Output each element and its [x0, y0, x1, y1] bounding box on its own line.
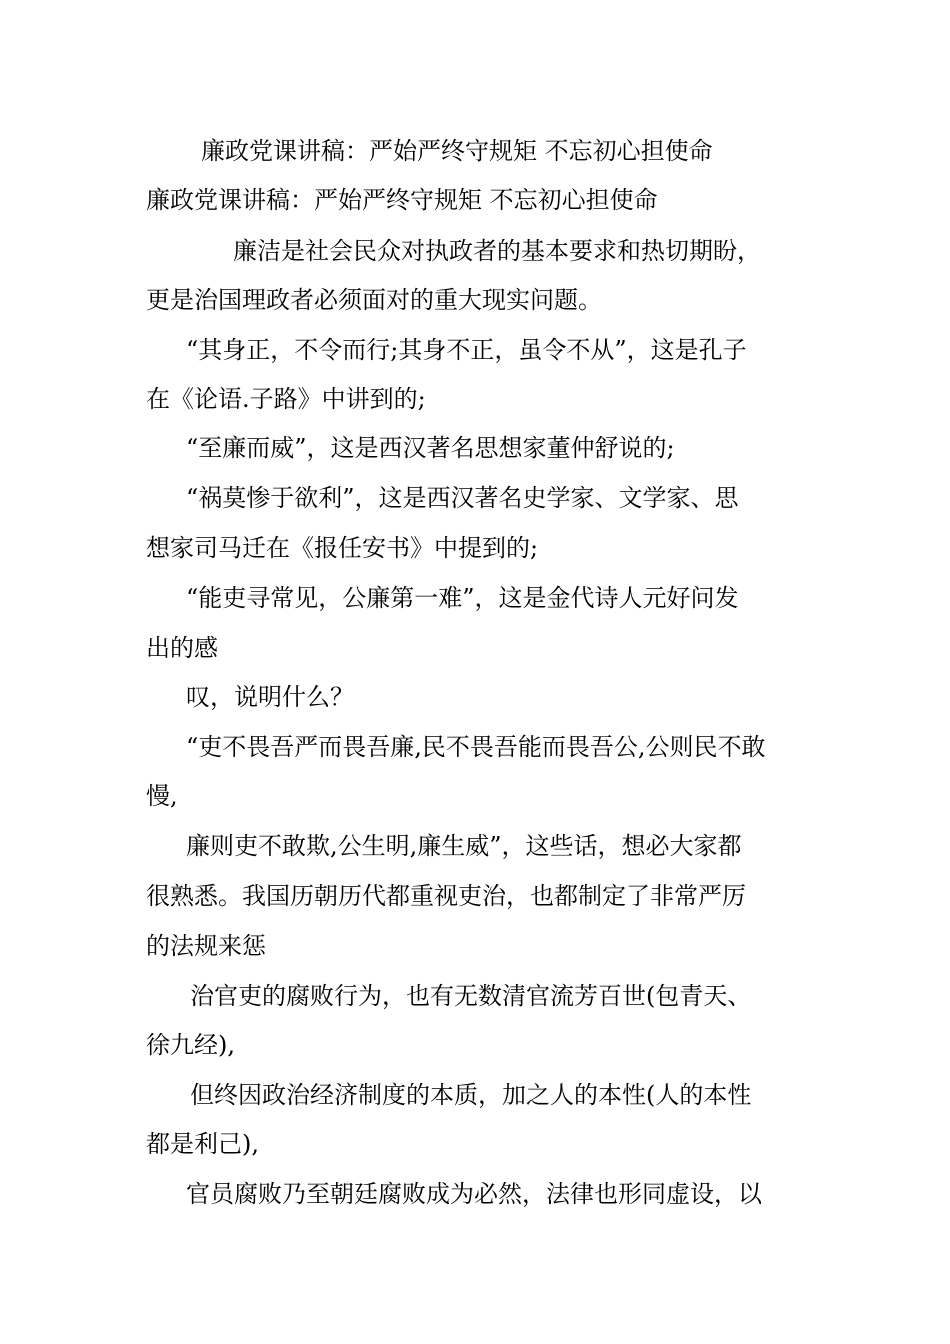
body-line: “其身正，不令而行;其身不正，虽令不从”，这是孔子 [186, 336, 747, 364]
body-line: 慢, [146, 782, 178, 810]
body-line: 徐九经), [146, 1031, 235, 1059]
body-line: 更是治国理政者必须面对的重大现实问题。 [146, 286, 602, 314]
body-line: 治官吏的腐败行为，也有无数清官流芳百世(包青天、 [190, 982, 752, 1010]
body-line: 叹，说明什么？ [186, 683, 354, 711]
body-line: “至廉而威”，这是西汉著名思想家董仲舒说的; [186, 434, 675, 462]
body-line: “能吏寻常见，公廉第一难”，这是金代诗人元好问发 [186, 584, 739, 612]
body-line: 的法规来惩 [146, 932, 266, 960]
body-line: 但终因政治经济制度的本质，加之人的本性(人的本性 [190, 1081, 752, 1109]
body-line: “吏不畏吾严而畏吾廉,民不畏吾能而畏吾公,公则民不敢 [186, 733, 766, 761]
body-line: 廉则吏不敢欺,公生明,廉生威”，这些话，想必大家都 [186, 832, 742, 860]
document-subtitle: 廉政党课讲稿：严始严终守规矩 不忘初心担使命 [146, 186, 658, 214]
body-line: “祸莫惨于欲利”，这是西汉著名史学家、文学家、思 [186, 484, 739, 512]
body-line: 官员腐败乃至朝廷腐败成为必然，法律也形同虚设，以 [186, 1180, 762, 1208]
document-title: 廉政党课讲稿：严始严终守规矩 不忘初心担使命 [201, 137, 713, 165]
body-line: 出的感 [146, 634, 218, 662]
body-line: 在《论语.子路》中讲到的; [146, 385, 426, 413]
body-line: 都是利己), [146, 1130, 259, 1158]
body-line: 想家司马迁在《报任安书》中提到的; [146, 534, 539, 562]
body-line: 很熟悉。我国历朝历代都重视吏治，也都制定了非常严厉 [146, 882, 746, 910]
body-line: 廉洁是社会民众对执政者的基本要求和热切期盼， [233, 237, 761, 265]
